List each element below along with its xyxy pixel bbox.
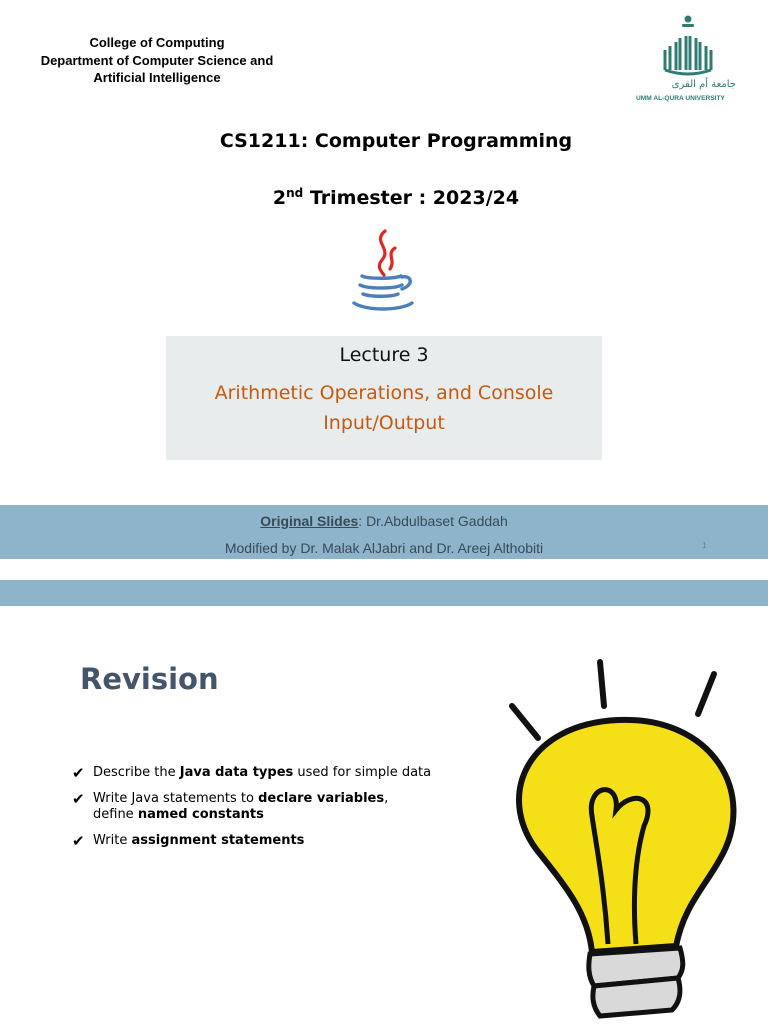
bullet-emphasis: named constants	[137, 807, 264, 822]
college-line: College of Computing	[89, 35, 225, 50]
logo-english-name: UMM AL-QURA UNIVERSITY	[636, 95, 725, 102]
slide-title: Revision	[80, 662, 219, 696]
original-slides-label: Original Slides	[260, 513, 359, 529]
revision-bullet	[72, 765, 432, 781]
bullet-emphasis: declare variables	[258, 791, 385, 806]
lecture-subtitle: Arithmetic Operations, and Console Input/Output	[214, 382, 554, 434]
bullet-text: Write	[93, 833, 132, 848]
bullet-text: Write Java statements to	[93, 791, 259, 806]
lecture-title: Lecture 3	[339, 344, 429, 366]
bullet-text: used for simple data	[293, 765, 432, 780]
university-logo-icon	[632, 14, 744, 106]
original-author: : Dr.Abdulbaset Gaddah	[358, 513, 508, 529]
revision-bullet	[72, 833, 432, 849]
revision-slide	[0, 580, 768, 1024]
college-line: Department of Computer Science and	[40, 52, 274, 68]
revision-list	[72, 765, 432, 859]
bullet-emphasis: Java data types	[179, 765, 294, 780]
modified-by-credit: Modified by Dr. Malak AlJabri and Dr. Areej Althobiti	[224, 540, 544, 556]
college-heading	[12, 34, 302, 87]
lecture-box	[166, 336, 602, 460]
college-line: Artificial Intelligence	[93, 70, 221, 85]
course-title: CS1211: Computer Programming	[219, 130, 573, 152]
logo-arabic-name: جامعة أم القرى	[671, 79, 736, 90]
bullet-emphasis: assignment statements	[131, 833, 305, 848]
trimester-rest: Trimester : 2023/24	[303, 187, 520, 209]
trimester-suffix: nd	[286, 186, 304, 200]
bullet-text: , define	[93, 791, 389, 822]
header-band	[0, 580, 768, 606]
trimester	[0, 186, 768, 209]
footer-band	[0, 505, 768, 559]
checkmark-icon: ✔	[72, 832, 85, 850]
original-slides-credit	[0, 513, 768, 529]
bullet-text: Describe the	[93, 765, 180, 780]
java-logo-icon	[338, 228, 426, 314]
page-number: 1	[702, 541, 707, 550]
trimester-number: 2	[272, 187, 287, 209]
revision-bullet	[72, 791, 432, 823]
checkmark-icon: ✔	[72, 790, 85, 808]
checkmark-icon: ✔	[72, 764, 85, 782]
light-bulb-icon	[508, 644, 760, 1024]
